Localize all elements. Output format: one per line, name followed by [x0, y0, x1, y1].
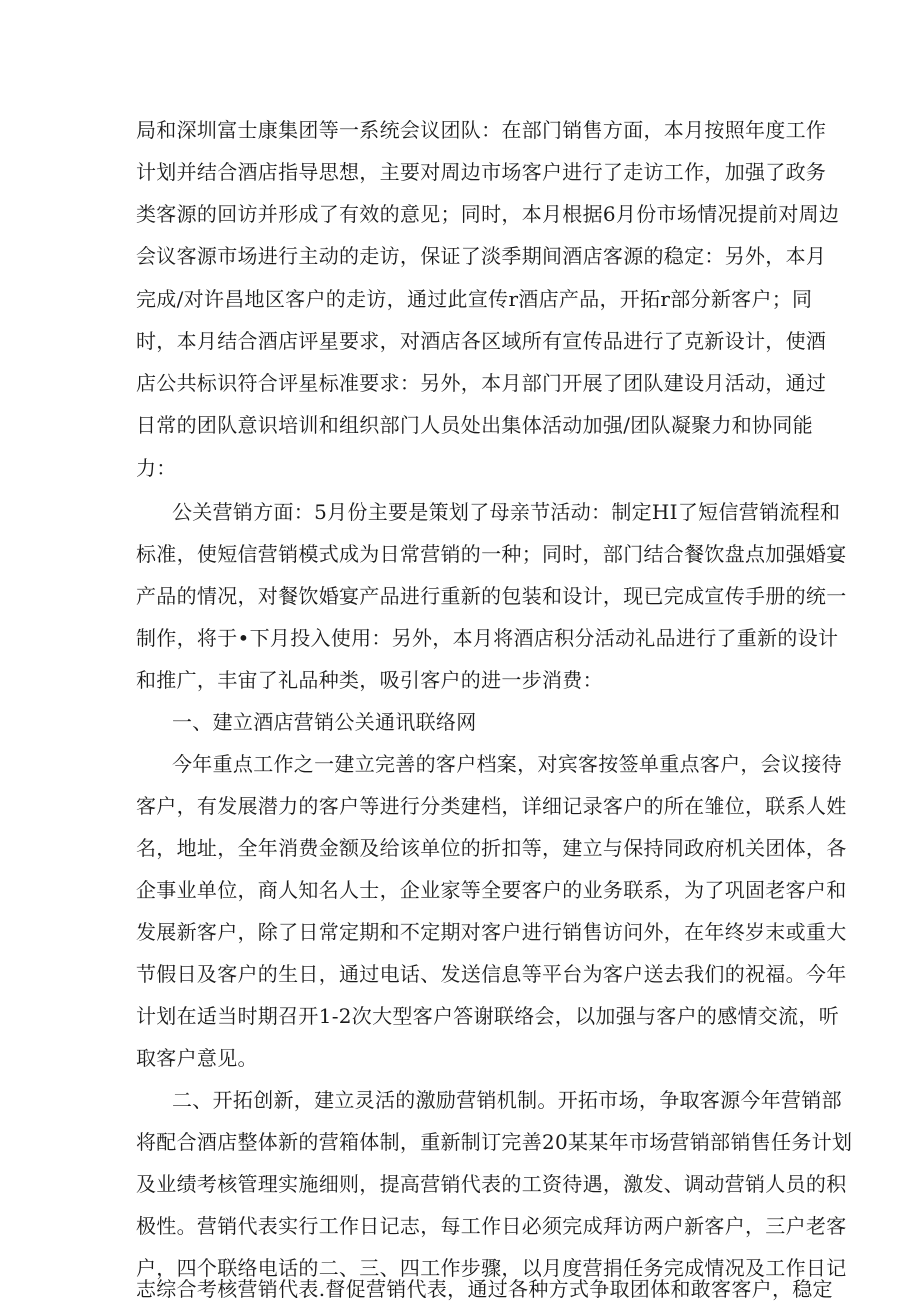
section-heading: 一、建立酒店营销公关通讯联络网 — [172, 710, 477, 734]
text-line: 和推广，丰宙了礼品种类，吸引客户的进一步消费： — [136, 668, 603, 692]
text-line: 客户，有发展潜力的客户等进行分类建档，详细记录客户的所在雏位，联系人姓 — [136, 794, 847, 818]
text-line: 产品的情况，对餐饮婚宴产品进行重新的包装和设计，现已完成宣传手册的统一 — [136, 584, 847, 608]
text-line: 今年重点工作之一建立完善的客户档案，对宾客按签单重点客户，会议接待 — [172, 752, 842, 776]
text-line: 时，本月结合酒店评星要求，对酒店各区域所有宣传品进行了克新设计，使酒 — [136, 329, 827, 353]
text-line: 志综合考核营销代表.督促营销代表，通过各种方式争取团体和敢客客户，稳定 — [136, 1277, 833, 1301]
text-line: 节假日及客户的生日，通过电话、发送信息等平台为客户送去我们的祝福。今年 — [136, 962, 847, 986]
text-line: 二、开拓创新，建立灵活的激励营销机制。开拓市场，争取客源今年营销部 — [172, 1088, 842, 1112]
text-line: 企事业单位，商人知名人士，企业家等全要客户的业务联系，为了巩固老客户和 — [136, 878, 847, 902]
text-line: 计划在适当时期召开1-2次大型客户答谢联络会，以加强与客户的感情交流，听 — [136, 1004, 840, 1028]
text-line: 标准，使短信营销模式成为日常营销的一种；同时，部门结合餐饮盘点加强婚宴 — [136, 542, 847, 566]
text-line: 及业绩考核管理实施细则，提高营销代表的工资待遇，激发、调动营销人员的积 — [136, 1172, 847, 1196]
text-line: 将配合酒店整体新的营箱体制，重新制订完善20某某年市场营销部销售任务计划 — [136, 1130, 853, 1154]
text-line: 类客源的回访并形成了有效的意见；同时，本月根据6月份市场情况提前对周边 — [136, 202, 840, 226]
text-line: 名，地址，全年消费金额及给该单位的折扣等，建立与保持同政府机关团体，各 — [136, 836, 847, 860]
text-line: 计划并结合酒店指导思想，主要对周边市场客户进行了走访工作，加强了政务 — [136, 160, 827, 184]
text-line: 取客户意见。 — [136, 1046, 258, 1070]
text-line: 户，四个联络电话的二、三、四工作步骤，以月度营捐任务完成情况及工作日记 — [136, 1256, 847, 1280]
text-line: 制作，将于•下月投入使用：另外，本月将酒店积分活动礼品进行了重新的设计 — [136, 626, 839, 650]
text-line: 日常的团队意识培训和组织部门人员处出集体活动加强/团队凝聚力和协同能 — [136, 413, 813, 437]
text-line: 局和深圳富士康集团等一系统会议团队：在部门销售方面，本月按照年度工作 — [136, 118, 827, 142]
text-line: 力： — [136, 456, 177, 480]
text-line: 完成/对许昌地区客户的走访，通过此宣传r酒店产品，开拓r部分新客户；同 — [136, 287, 813, 311]
text-line: 公关营销方面：5月份主要是策划了母亲节活动：制定HI了短信营销流程和 — [172, 500, 841, 524]
text-line: 店公共标识符合评星标准要求：另外，本月部门开展了团队建设月活动，通过 — [136, 371, 827, 395]
text-line: 发展新客户，除了日常定期和不定期对客户进行销售访问外，在年终岁末或重大 — [136, 920, 847, 944]
text-line: 会议客源市场进行主动的走访，保证了淡季期间酒店客源的稳定：另外，本月 — [136, 244, 827, 268]
text-line: 极性。营销代表实行工作日记志，每工作日必须完成拜访两户新客户，三户老客 — [136, 1214, 847, 1238]
